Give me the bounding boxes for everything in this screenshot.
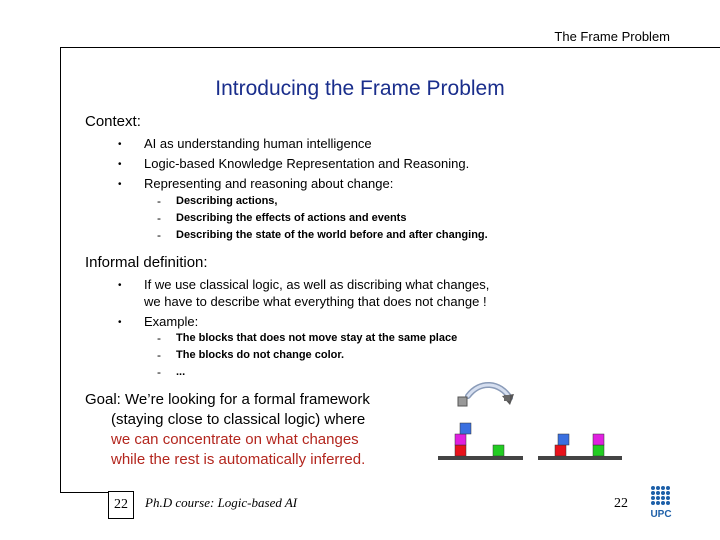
block-green-right <box>593 445 604 456</box>
block-red-right <box>555 445 566 456</box>
frame-left-line <box>60 47 61 492</box>
bullet-marker: • <box>118 159 122 170</box>
dash-marker: - <box>157 365 161 379</box>
bullet-marker: • <box>118 179 122 190</box>
bullet-marker: • <box>118 280 122 291</box>
header-title: The Frame Problem <box>554 29 670 44</box>
moving-block-icon <box>458 397 467 406</box>
table-right <box>538 456 622 460</box>
informal-bullet-1-line-2: we have to describe what everything that does not change ! <box>144 294 487 309</box>
context-bullet-2: Logic-based Knowledge Representation and Reasoning. <box>144 156 470 171</box>
footer-page-box: 22 <box>108 491 134 519</box>
context-bullet-1: AI as understanding human intelligence <box>144 136 372 151</box>
goal-line-1: Goal: We’re looking for a formal framework <box>85 391 370 408</box>
upc-logo-text: UPC <box>650 509 672 520</box>
context-sub-3: Describing the state of the world before and after changing. <box>176 229 488 241</box>
dash-marker: - <box>157 228 161 242</box>
slide-title: Introducing the Frame Problem <box>215 77 505 100</box>
block-green-left <box>493 445 504 456</box>
informal-bullet-2: Example: <box>144 314 199 329</box>
blocks-world-illustration <box>430 378 630 468</box>
goal-line-2: (staying close to classical logic) where <box>111 411 366 428</box>
informal-sub-3: ... <box>176 366 186 378</box>
context-bullet-3: Representing and reasoning about change: <box>144 176 394 191</box>
frame-top-line <box>60 47 720 48</box>
dash-marker: - <box>157 194 161 208</box>
dash-marker: - <box>157 331 161 345</box>
context-sub-2: Describing the effects of actions and events <box>176 212 407 224</box>
footer-course: Ph.D course: Logic-based AI <box>145 495 298 510</box>
bullet-marker: • <box>118 317 122 328</box>
context-heading: Context: <box>85 113 141 130</box>
block-magenta-right <box>593 434 604 445</box>
block-shadow-icon <box>504 395 510 401</box>
table-left <box>438 456 523 460</box>
informal-bullet-1-line-1: If we use classical logic, as well as discribing what changes, <box>144 277 490 292</box>
dash-marker: - <box>157 348 161 362</box>
goal-line-3: we can concentrate on what changes <box>111 431 359 448</box>
block-blue-right <box>558 434 569 445</box>
dash-marker: - <box>157 211 161 225</box>
upc-logo-icon <box>648 484 676 520</box>
context-sub-1: Describing actions, <box>176 195 278 207</box>
frame-bottom-line <box>60 492 108 493</box>
bullet-marker: • <box>118 139 122 150</box>
goal-line-4: while the rest is automatically inferred. <box>111 451 366 468</box>
informal-heading: Informal definition: <box>85 254 208 271</box>
block-blue-left <box>460 423 471 434</box>
informal-sub-2: The blocks do not change color. <box>176 349 345 361</box>
block-red-left <box>455 445 466 456</box>
footer-page-number: 22 <box>614 496 628 511</box>
block-magenta-left <box>455 434 466 445</box>
informal-sub-1: The blocks that does not move stay at the same place <box>176 332 458 344</box>
